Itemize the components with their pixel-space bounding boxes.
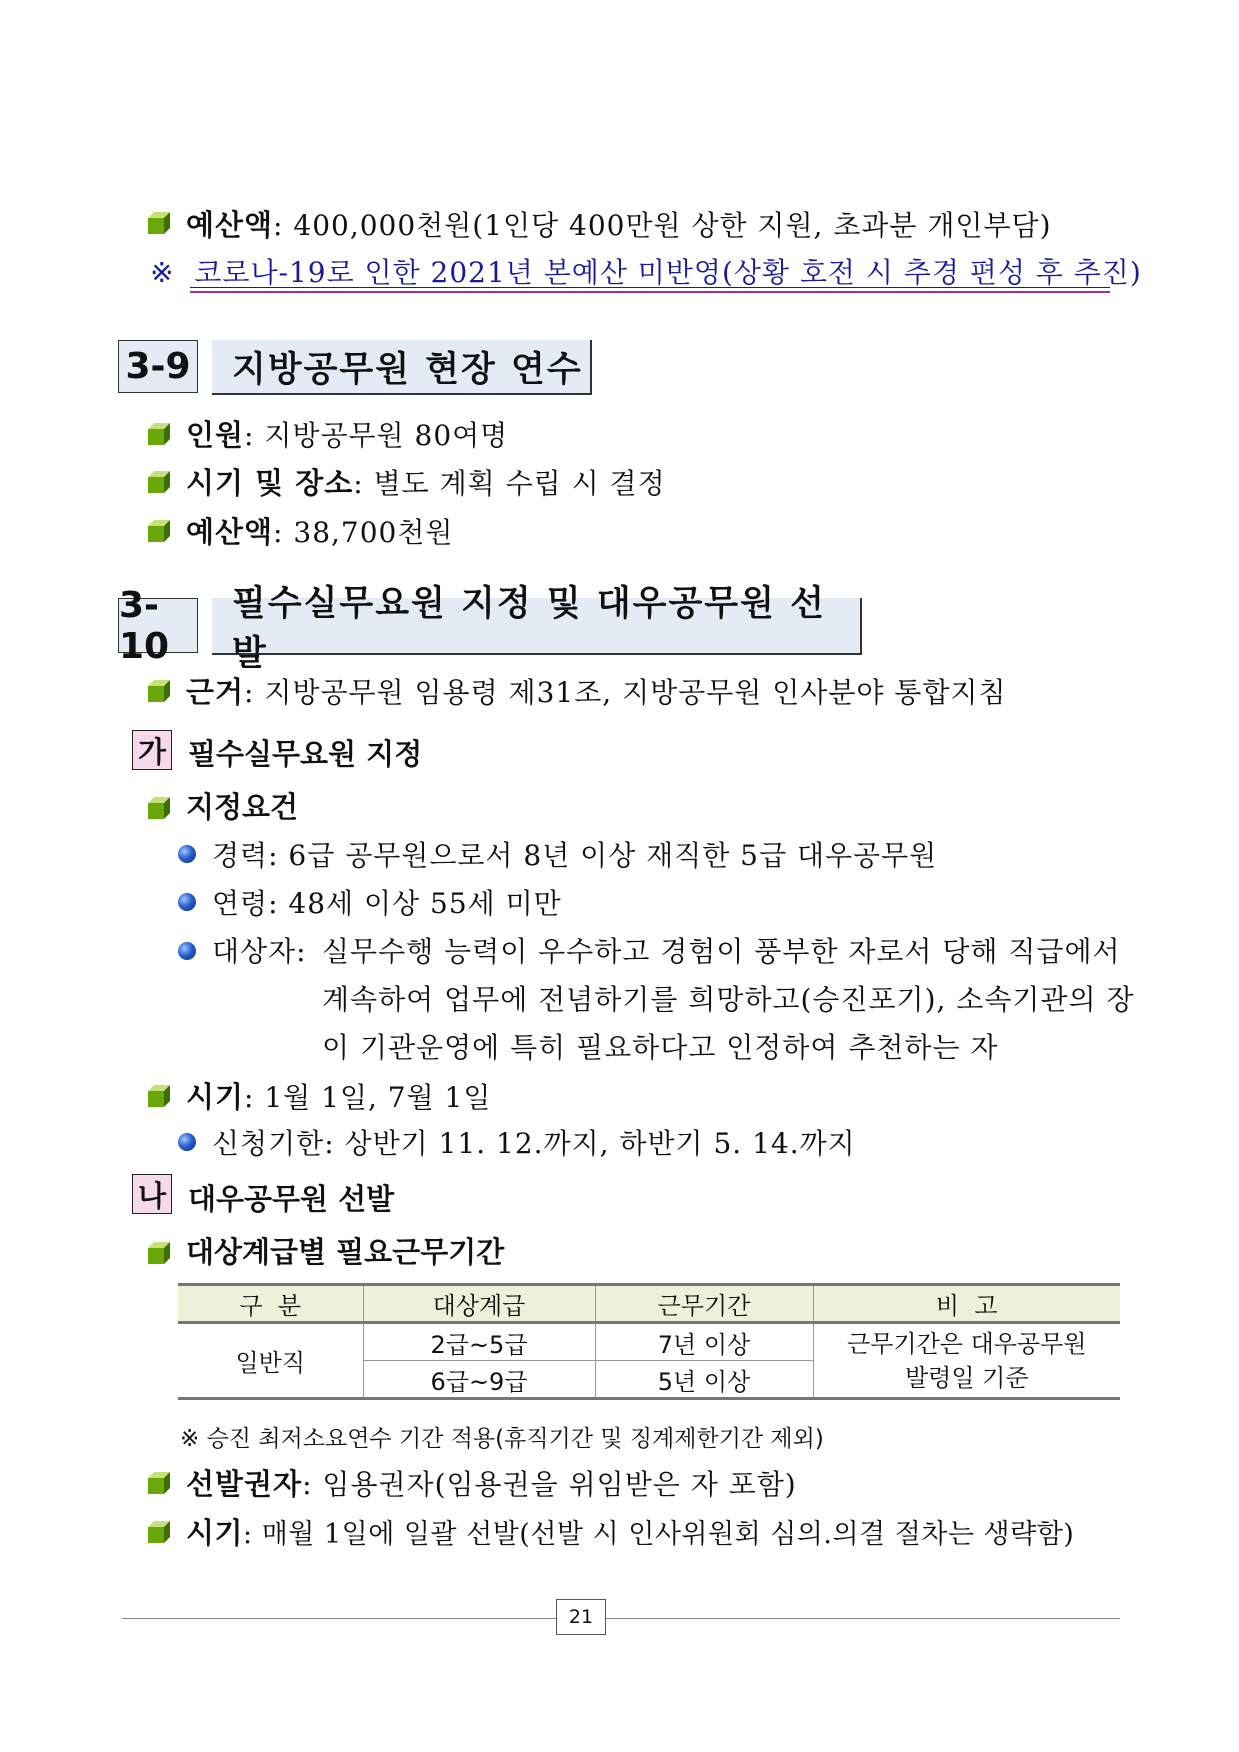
ball-bullet-icon — [178, 893, 196, 911]
cube-bullet-icon — [148, 1521, 170, 1543]
cube-bullet-icon — [148, 797, 170, 819]
table-header: 대상계급 — [363, 1285, 595, 1323]
table-header: 비 고 — [813, 1285, 1120, 1323]
table-cell-period: 7년 이상 — [595, 1323, 813, 1361]
table-header: 근무기간 — [595, 1285, 813, 1323]
cube-bullet-icon — [148, 1472, 170, 1494]
requirement-item: 경력: 6급 공무원으로서 8년 이상 재직한 5급 대우공무원 — [212, 839, 938, 872]
note-underline-blue — [190, 287, 1110, 288]
table-label: 대상계급별 필요근무기간 — [186, 1235, 505, 1269]
basis-line: 근거: 지방공무원 임용령 제31조, 지방공무원 인사분야 통합지침 — [186, 675, 1007, 709]
target-line: 계속하여 업무에 전념하기를 희망하고(승진포기), 소속기관의 장 — [322, 983, 1135, 1016]
section-number: 3-9 — [118, 340, 198, 393]
selector-line: 선발권자: 임용권자(임용권을 위임받은 자 포함) — [186, 1467, 797, 1501]
cube-bullet-icon — [148, 471, 170, 493]
duty-period-table — [178, 1283, 1120, 1400]
page-number: 21 — [556, 1599, 606, 1635]
subsection-title: 대우공무원 선발 — [188, 1182, 395, 1216]
cube-bullet-icon — [148, 212, 170, 234]
cube-bullet-icon — [148, 520, 170, 542]
budget-line: 예산액: 400,000천원(1인당 400만원 상한 지원, 초과분 개인부담) — [186, 208, 1052, 242]
note-underline-purple — [190, 291, 1110, 293]
subsection-title: 필수실무요원 지정 — [188, 737, 423, 771]
sec39-item-3: 예산액: 38,700천원 — [186, 515, 454, 549]
table-header: 구 분 — [178, 1285, 363, 1323]
subsection-mark: 가 — [132, 730, 172, 770]
requirements-label: 지정요건 — [186, 790, 299, 824]
table-note: ※ 승진 최저소요연수 기간 적용(휴직기간 및 징계제한기간 제외) — [180, 1426, 824, 1452]
table-cell-category: 일반직 — [178, 1323, 363, 1399]
section-title: 지방공무원 현장 연수 — [212, 340, 592, 395]
ball-bullet-icon — [178, 845, 196, 863]
table-cell-remark: 근무기간은 대우공무원 발령일 기준 — [813, 1323, 1120, 1399]
requirement-item: 연령: 48세 이상 55세 미만 — [212, 887, 562, 920]
period-line: 시기: 1월 1일, 7월 1일 — [186, 1080, 492, 1114]
sec39-item-2: 시기 및 장소: 별도 계획 수립 시 결정 — [186, 466, 666, 500]
target-label: 대상자: — [212, 935, 307, 968]
section-number: 3-10 — [118, 598, 198, 653]
section-title: 필수실무요원 지정 및 대우공무원 선발 — [212, 598, 862, 655]
subsection-mark: 나 — [132, 1174, 172, 1214]
note-line: ※ 코로나-19로 인한 2021년 본예산 미반영(상황 호전 시 추경 편성 후 추진) — [150, 256, 1142, 289]
table-cell-grade: 2급~5급 — [363, 1323, 595, 1361]
target-line: 실무수행 능력이 우수하고 경험이 풍부한 자로서 당해 직급에서 — [322, 935, 1121, 968]
sec39-item-1: 인원: 지방공무원 80여명 — [186, 418, 509, 452]
cube-bullet-icon — [148, 680, 170, 702]
apply-deadline: 신청기한: 상반기 11. 12.까지, 하반기 5. 14.까지 — [212, 1127, 856, 1160]
ball-bullet-icon — [178, 1133, 196, 1151]
table-cell-period: 5년 이상 — [595, 1361, 813, 1399]
cube-bullet-icon — [148, 1242, 170, 1264]
table-cell-grade: 6급~9급 — [363, 1361, 595, 1399]
footer-rule — [122, 1618, 1120, 1619]
target-line: 이 기관운영에 특히 필요하다고 인정하여 추천하는 자 — [322, 1031, 999, 1064]
ball-bullet-icon — [178, 942, 196, 960]
cube-bullet-icon — [148, 423, 170, 445]
timing-line: 시기: 매월 1일에 일괄 선발(선발 시 인사위원회 심의.의결 절차는 생략함) — [186, 1516, 1075, 1550]
cube-bullet-icon — [148, 1085, 170, 1107]
